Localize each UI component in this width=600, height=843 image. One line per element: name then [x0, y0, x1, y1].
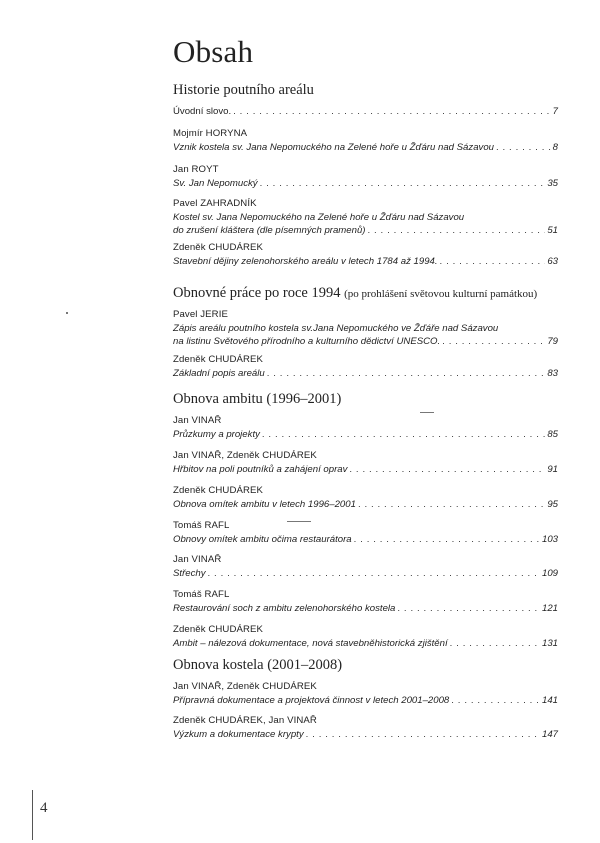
entry-page-number: 121 [541, 602, 558, 614]
entry-author: Zdeněk CHUDÁREK, Jan VINAŘ [173, 715, 317, 726]
toc-entry [173, 127, 558, 154]
entry-title-line [173, 177, 558, 191]
entry-title-line [173, 694, 558, 708]
entry-title-text: Sv. Jan Nepomucký [173, 177, 258, 189]
entry-page-number: 85 [547, 428, 558, 440]
dot-leader [442, 335, 545, 349]
entry-author: Jan ROYT [173, 164, 219, 175]
toc-entry [173, 623, 558, 650]
entry-title-line [173, 498, 558, 512]
entry-title-line [173, 728, 558, 742]
section-heading-subtitle: (po prohlášení světovou kulturní památkou) [344, 288, 538, 300]
entry-title-text: Stavební dějiny zelenohorského areálu v letech 1784 až 1994. [173, 255, 438, 267]
entry-title-text: Přípravná dokumentace a projektová činnost v letech 2001–2008 [173, 694, 450, 706]
dot-leader [496, 141, 551, 155]
dot-leader [354, 533, 540, 547]
dot-leader [451, 694, 540, 708]
entry-title-text: Ambit – nálezová dokumentace, nová stavebněhistorická zjištění [173, 637, 448, 649]
dot-leader [368, 224, 546, 238]
toc-entry [173, 241, 558, 268]
entry-title-text: Restaurování soch z ambitu zelenohorského kostela [173, 602, 396, 614]
dot-leader [349, 463, 545, 477]
entry-page-number: 95 [547, 498, 558, 510]
toc-entry [173, 588, 558, 615]
entry-page-number: 35 [547, 177, 558, 189]
toc-entry [173, 105, 558, 119]
entry-title-line [173, 322, 558, 336]
entry-title-text: Kostel sv. Jana Nepomuckého na Zelené hoře u Žďáru nad Sázavou [173, 211, 465, 223]
entry-title-line [173, 255, 558, 269]
entry-title-text: Střechy [173, 567, 206, 579]
entry-title-text: na listinu Světového přírodního a kulturního dědictví UNESCO. [173, 336, 441, 348]
entry-title-text: do zrušení kláštera (dle písemných pramenů) [173, 225, 366, 237]
entry-author: Tomáš RAFL [173, 589, 230, 600]
page-title: Obsah [173, 34, 254, 69]
entry-author: Zdeněk CHUDÁREK [173, 354, 264, 365]
dot-leader [208, 567, 540, 581]
entry-title-line [173, 463, 558, 477]
entry-title-text: Obnovy omítek ambitu očima restaurátora [173, 533, 352, 545]
dot-leader [233, 105, 551, 119]
scan-speck [287, 521, 311, 522]
section-heading-text: Obnova ambitu (1996–2001) [173, 391, 342, 407]
entry-author: Jan VINAŘ [173, 554, 222, 565]
entry-author: Jan VINAŘ [173, 415, 222, 426]
entry-page-number: 51 [547, 225, 558, 237]
entry-title-line [173, 105, 558, 119]
entry-title-line [173, 141, 558, 155]
scan-speck [66, 312, 68, 314]
section-heading-text: Historie poutního areálu [173, 82, 314, 98]
entry-author: Jan VINAŘ, Zdeněk CHUDÁREK [173, 450, 317, 461]
entry-page-number: 91 [547, 463, 558, 475]
entry-author: Zdeněk CHUDÁREK [173, 485, 264, 496]
entry-title-text: Vznik kostela sv. Jana Nepomuckého na Zelené hoře u Žďáru nad Sázavou [173, 141, 494, 153]
section-heading-text: Obnovné práce po roce 1994 [173, 285, 341, 301]
entry-page-number: 141 [541, 694, 558, 706]
entry-page-number: 8 [552, 141, 558, 153]
toc-entry [173, 519, 558, 546]
entry-title-text: Základní popis areálu [173, 367, 265, 379]
toc-entry [173, 553, 558, 580]
entry-page-number: 63 [547, 255, 558, 267]
entry-title-text: Zápis areálu poutního kostela sv.Jana Nepomuckého ve Žďáře nad Sázavou [173, 322, 499, 334]
scan-speck [420, 412, 434, 413]
toc-entry [173, 353, 558, 380]
dot-leader [306, 728, 540, 742]
dot-leader [267, 367, 546, 381]
entry-author: Mojmír HORYNA [173, 128, 248, 139]
entry-title-line [173, 637, 558, 651]
dot-leader [260, 177, 546, 191]
toc-entry [173, 449, 558, 476]
page-edge-line [32, 790, 33, 840]
entry-title-line [173, 211, 558, 225]
entry-page-number: 147 [541, 728, 558, 740]
entry-title-line [173, 335, 558, 349]
toc-entry [173, 484, 558, 511]
entry-author: Pavel JERIE [173, 309, 228, 320]
entry-title-text: Výzkum a dokumentace krypty [173, 728, 304, 740]
section-heading-text: Obnova kostela (2001–2008) [173, 657, 343, 673]
entry-page-number: 131 [541, 637, 558, 649]
entry-title-line [173, 567, 558, 581]
section-heading [173, 285, 537, 302]
entry-title-text: Úvodní slovo. [173, 106, 232, 117]
entry-page-number: 103 [541, 533, 558, 545]
entry-author: Zdeněk CHUDÁREK [173, 242, 264, 253]
dot-leader [397, 602, 540, 616]
toc-entry [173, 414, 558, 441]
section-heading [173, 657, 342, 674]
toc-entry [173, 197, 558, 238]
entry-author: Tomáš RAFL [173, 520, 230, 531]
toc-entry [173, 680, 558, 707]
toc-entry [173, 163, 558, 190]
entry-author: Zdeněk CHUDÁREK [173, 624, 264, 635]
dot-leader [262, 428, 545, 442]
dot-leader [440, 255, 546, 269]
entry-title-line [173, 224, 558, 238]
entry-title-line [173, 602, 558, 616]
section-heading [173, 82, 314, 99]
toc-entry [173, 714, 558, 741]
entry-title-text: Hřbitov na poli poutníků a zahájení oprav [173, 463, 348, 475]
dot-leader [450, 637, 540, 651]
entry-page-number: 109 [541, 567, 558, 579]
section-heading [173, 391, 341, 408]
page-number: 4 [40, 800, 48, 816]
dot-leader [358, 498, 545, 512]
entry-author: Jan VINAŘ, Zdeněk CHUDÁREK [173, 681, 317, 692]
entry-title-line [173, 367, 558, 381]
entry-title-text: Průzkumy a projekty [173, 428, 260, 440]
entry-title-text: Obnova omítek ambitu v letech 1996–2001 [173, 498, 356, 510]
entry-title-line [173, 428, 558, 442]
entry-author: Pavel ZAHRADNÍK [173, 198, 257, 209]
entry-page-number: 7 [552, 106, 558, 117]
entry-page-number: 79 [547, 336, 558, 348]
toc-entry [173, 308, 558, 349]
entry-title-line [173, 533, 558, 547]
entry-page-number: 83 [547, 367, 558, 379]
